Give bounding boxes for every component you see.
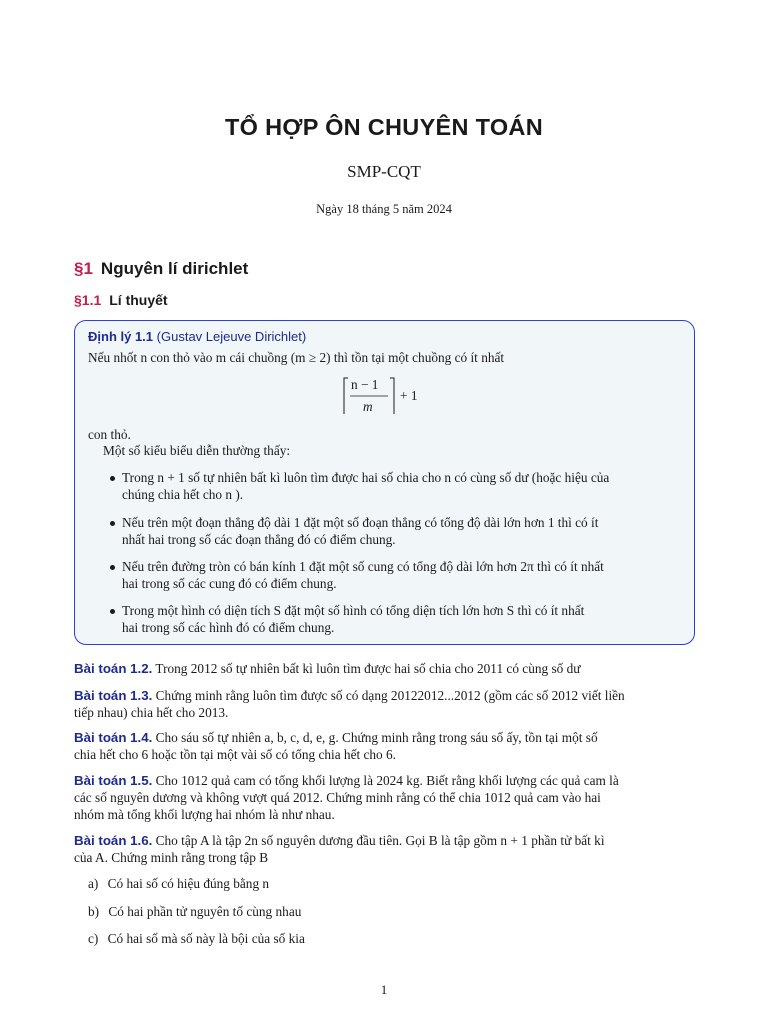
problem-1-2 (74, 660, 580, 677)
document-author: SMP-CQT (347, 162, 421, 181)
problem-1-4 (74, 729, 598, 746)
problem-1-5 (74, 772, 619, 789)
bullet-4-line2: hai trong số các hình đó có điểm chung. (122, 620, 335, 635)
subitem-text: Có hai số mà số này là bội của số kia (107, 931, 305, 946)
problem-text-continued: của A. Chứng minh rằng trong tập B (74, 850, 269, 865)
problem-label: Bài toán 1.2. (74, 661, 153, 676)
bullet-2-line2: nhất hai trong số các đoạn thẳng đó có điểm chung. (122, 532, 396, 547)
problem-text-continued: chia hết cho 6 hoặc tồn tại một vài số có tổng chia hết cho 6. (74, 747, 396, 762)
bullet-2-line1: Nếu trên một đoạn thẳng độ dài 1 đặt một số đoạn thẳng có tổng độ dài lớn hơn 1 thì có ít (122, 515, 599, 530)
theorem-box (74, 320, 695, 645)
bullet-1-line1: Trong n + 1 số tự nhiên bất kì luôn tìm được hai số chia cho n có cùng số dư (hoặc hiệu của (122, 470, 610, 485)
subitem-marker: b) (88, 904, 100, 919)
bullet-dot (110, 476, 115, 481)
subitem-a (88, 876, 269, 892)
problem-label: Bài toán 1.6. (74, 833, 153, 848)
theorem-after-formula: con thỏ. (88, 427, 131, 442)
problem-text: Cho tập A là tập 2n số nguyên dương đầu tiên. Gọi B là tập gồm n + 1 phần tử bất kì (155, 833, 605, 848)
problem-label: Bài toán 1.5. (74, 773, 153, 788)
problem-text: Cho sáu số tự nhiên a, b, c, d, e, g. Chứng minh rằng trong sáu số ấy, tồn tại một số (155, 730, 598, 745)
section-number: §1 (74, 259, 93, 278)
problem-1-3 (74, 687, 625, 704)
problem-text: Chứng minh rằng luôn tìm được số có dạng 20122012...2012 (gồm các số 2012 viết liền (155, 688, 625, 703)
problem-text-continued: nhóm mà tổng khối lượng hai nhóm là như nhau. (74, 807, 335, 822)
theorem-statement: Nếu nhốt n con thỏ vào m cái chuồng (m ≥ 2) thì tồn tại một chuồng có ít nhất (88, 350, 505, 365)
formula-tail: + 1 (400, 388, 418, 403)
bullet-dot (110, 521, 115, 526)
problem-text-continued: tiếp nhau) chia hết cho 2013. (74, 705, 229, 720)
bullet-dot (110, 565, 115, 570)
section-title: Nguyên lí dirichlet (100, 259, 249, 278)
document-title: TỔ HỢP ÔN CHUYÊN TOÁN (225, 114, 543, 140)
subitem-text: Có hai số có hiệu đúng bằng n (107, 876, 270, 891)
page-number: 1 (380, 982, 388, 997)
problem-label: Bài toán 1.4. (74, 730, 153, 745)
subitem-marker: a) (88, 876, 99, 891)
formula-numerator: n − 1 (351, 377, 379, 392)
problem-1-6 (74, 832, 605, 849)
subitem-marker: c) (88, 931, 99, 946)
bullet-dot (110, 609, 115, 614)
theorem-heading (88, 329, 306, 344)
bullet-4-line1: Trong một hình có diện tích S đặt một số hình có tổng diện tích lớn hơn S thì có ít nhất (122, 603, 585, 618)
theorem-attribution: (Gustav Lejeuve Dirichlet) (156, 329, 307, 344)
problem-label: Bài toán 1.3. (74, 688, 153, 703)
bullet-3-line1: Nếu trên đường tròn có bán kính 1 đặt một số cung có tổng độ dài lớn hơn 2π thì có ít nhất (122, 559, 604, 574)
subitem-c (88, 931, 305, 947)
bullet-3-line2: hai trong số các cung đó có điểm chung. (122, 576, 337, 591)
subsection-heading (74, 292, 168, 308)
problem-text-continued: các số nguyên dương và không vượt quá 2012. Chứng minh rằng có thể chia 1012 quả cam vào hai (74, 790, 601, 805)
subitem-b (88, 904, 301, 920)
theorem-intro: Một số kiểu biểu diễn thường thấy: (103, 443, 291, 458)
subitem-text: Có hai phần tử nguyên tố cùng nhau (108, 904, 302, 919)
subsection-title: Lí thuyết (109, 292, 168, 308)
theorem-label: Định lý 1.1 (88, 329, 154, 344)
formula-denominator: m (363, 399, 373, 414)
subsection-number: §1.1 (74, 292, 102, 308)
document-date: Ngày 18 tháng 5 năm 2024 (316, 202, 452, 216)
bullet-1-line2: chúng chia hết cho n ). (122, 487, 244, 502)
problem-text: Trong 2012 số tự nhiên bất kì luôn tìm được hai số chia cho 2011 có cùng số dư (155, 661, 581, 676)
problem-text: Cho 1012 quả cam có tổng khối lượng là 2024 kg. Biết rằng khối lượng các quả cam là (155, 773, 619, 788)
section-heading (74, 259, 248, 279)
